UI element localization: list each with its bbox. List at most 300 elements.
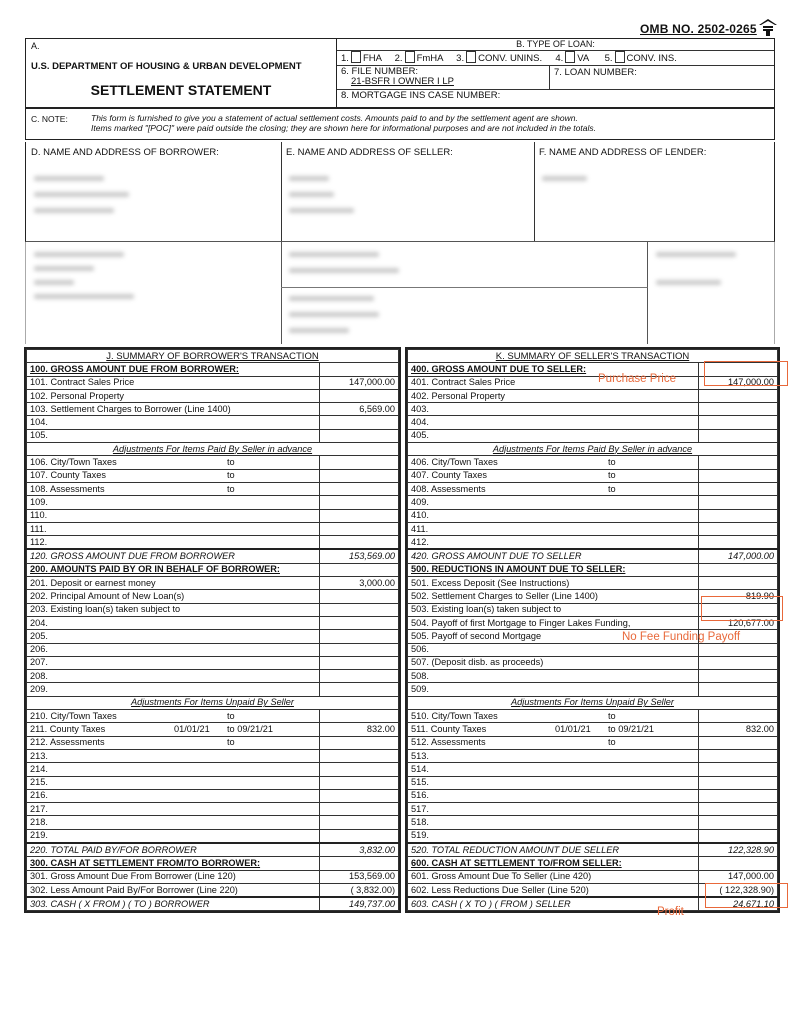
period-to: to [608,470,616,481]
redacted-text [289,176,329,181]
line-item-row [408,683,778,696]
property-location-redacted [26,242,282,344]
line-label: Deposit or earnest money [50,577,156,588]
line-amount: 147,000.00 [699,376,778,389]
line-description [27,843,320,857]
line-number: 405. [411,430,429,441]
line-description [408,482,699,495]
line-item-row [27,403,399,416]
line-label: Assessments [430,737,486,748]
period-from: 01/01/21 [555,723,591,734]
section-b [337,39,774,107]
line-amount [699,829,778,843]
line-number: 603. [411,898,429,909]
line-description [27,376,320,389]
line-amount [699,736,778,749]
note-section [25,108,775,140]
line-description [408,683,699,696]
conv-unins-checkbox[interactable] [466,51,476,63]
line-amount [320,643,399,656]
line-description [27,763,320,776]
line-number: 302. [30,884,48,895]
line-amount: 147,000.00 [699,870,778,883]
line-amount [320,616,399,629]
line-item-row [408,536,778,550]
line-number: 219. [30,830,48,841]
line-description [27,389,320,402]
line-item-row [27,603,399,616]
line-description [408,857,699,870]
line-item-row [27,656,399,669]
line-description [27,577,320,590]
line-number: 206. [30,644,48,655]
line-description [408,643,699,656]
line-amount [699,577,778,590]
line-number: 515. [411,777,429,788]
redacted-text [34,280,74,285]
line-description [408,443,778,456]
line-item-row [27,630,399,643]
line-number: 509. [411,684,429,695]
line-label: County Taxes [49,723,106,734]
option-number: 4. [555,53,564,64]
line-amount [320,536,399,550]
line-item-row [27,376,399,389]
line-amount [320,590,399,603]
line-item-row [408,389,778,402]
line-description [408,603,699,616]
line-amount [699,670,778,683]
line-label: GROSS AMOUNT DUE FROM BORROWER [50,551,235,562]
redacted-text [289,328,349,333]
line-description [27,670,320,683]
line-number: 109. [30,496,48,507]
note-line: This form is furnished to give you a statement of actual settlement costs. Amounts paid to and by the settlement agent are shown. [91,113,578,123]
seller-info [281,142,535,241]
period-to: to [227,470,235,481]
line-label: Adjustments For Items Paid By Seller in advance [112,443,313,454]
line-description [27,870,320,883]
line-amount [320,803,399,816]
line-amount [699,509,778,522]
line-item-row [27,883,399,897]
section-header-row [27,563,399,576]
line-description [27,643,320,656]
line-number: 420. [411,551,429,562]
adjustments-header-row [27,443,399,456]
line-description [27,630,320,643]
line-label: Contract Sales Price [431,377,516,388]
line-item-row [408,522,778,535]
loan-number-label: 7. LOAN NUMBER: [554,67,637,78]
line-amount [320,482,399,495]
line-description [408,870,699,883]
adjustments-header-row [408,696,778,709]
file-number-value: 21-BSFR I OWNER I LP [351,76,454,87]
line-number: 102. [30,390,48,401]
purchase-price-annotation: Purchase Price [598,373,676,385]
line-item-row [408,763,778,776]
line-description [408,509,699,522]
line-amount [320,763,399,776]
profit-annotation: Profit [657,906,684,918]
line-amount: 147,000.00 [699,549,778,563]
line-amount [699,643,778,656]
line-description [27,509,320,522]
redacted-text [34,176,104,181]
line-number: 103. [30,403,48,414]
line-label: Gross Amount Due To Seller (Line 420) [431,871,592,882]
line-description [27,723,320,736]
line-amount [699,710,778,723]
line-label: CASH ( X TO ) ( FROM ) SELLER [431,898,571,909]
line-description [408,696,778,709]
line-description [27,683,320,696]
line-amount [699,789,778,802]
line-number: 511. [411,723,429,734]
line-item-row [27,749,399,762]
line-description [27,403,320,416]
line-item-row [27,509,399,522]
total-row [408,549,778,563]
form-header [25,38,775,108]
line-label: CASH AT SETTLEMENT FROM/TO BORROWER: [50,857,261,868]
line-label: TOTAL PAID BY/FOR BORROWER [50,844,197,855]
line-amount [320,857,399,870]
line-description [27,656,320,669]
period-to: to [227,737,235,748]
line-item-row [27,616,399,629]
redacted-text [289,192,334,197]
total-row [27,843,399,857]
settlement-agent-redacted [281,242,648,288]
total-row [408,843,778,857]
settlement-date-redacted [648,242,774,344]
line-description [27,469,320,482]
line-number: 502. [411,590,429,601]
line-label: Existing loan(s) taken subject to [50,604,181,615]
line-number: 111. [30,523,47,534]
line-number: 215. [30,777,48,788]
line-amount [699,763,778,776]
fmha-checkbox[interactable] [405,51,415,63]
lender-info [534,142,774,241]
line-label: Assessments [430,483,486,494]
line-item-row [408,789,778,802]
line-number: 402. [411,390,429,401]
line-description [27,897,320,911]
line-description [408,469,699,482]
line-amount [699,656,778,669]
line-label: Personal Property [431,390,505,401]
line-number: 212. [30,737,48,748]
line-description [408,776,699,789]
omb-number: OMB NO. 2502-0265 [640,22,757,36]
line-label: County Taxes [430,723,487,734]
line-number: 105. [30,430,48,441]
line-item-row [408,482,778,495]
profit-highlight [705,883,788,908]
line-number: 108. [30,483,48,494]
line-label: GROSS AMOUNT DUE TO SELLER [431,551,582,562]
line-description [408,843,699,857]
line-item-row [27,456,399,469]
line-item-row [27,736,399,749]
line-item-row [27,590,399,603]
line-item-row [27,803,399,816]
line-amount: 832.00 [320,723,399,736]
line-description [27,736,320,749]
line-amount [699,857,778,870]
period-to: to [608,483,616,494]
line-description [408,429,699,442]
line-item-row [408,736,778,749]
line-number: 507. [411,657,429,668]
department-name: U.S. DEPARTMENT OF HOUSING & URBAN DEVELOPMENT [31,61,302,72]
line-description [408,883,699,897]
conv-ins-checkbox[interactable] [615,51,625,63]
summary-title-row [27,350,399,363]
line-amount [320,710,399,723]
payoff-highlight [701,596,783,621]
line-number: 513. [411,750,429,761]
line-description [27,749,320,762]
line-description [408,536,699,550]
line-label: Payoff of second Mortgage [431,630,542,641]
line-number: 209. [30,684,48,695]
line-number: 220. [30,844,48,855]
line-amount [699,536,778,550]
line-amount: 6,569.00 [320,403,399,416]
line-number: 401. [411,377,429,388]
seller-label: E. NAME AND ADDRESS OF SELLER: [286,147,453,158]
line-item-row [27,469,399,482]
form-title: SETTLEMENT STATEMENT [90,82,272,98]
line-number: 600. [411,857,429,868]
line-number: 213. [30,750,48,761]
line-amount [320,456,399,469]
line-description [27,776,320,789]
line-label: Adjustments For Items Unpaid By Seller [131,697,294,708]
line-number: 216. [30,790,48,801]
redacted-text [289,312,379,317]
line-description [27,710,320,723]
line-amount [699,816,778,829]
line-description [27,857,320,870]
line-item-row [27,522,399,535]
line-description [27,416,320,429]
line-description [408,897,699,911]
line-description [27,429,320,442]
line-number: 400. [411,363,429,374]
line-item-row [27,829,399,843]
line-amount [699,429,778,442]
line-number: 202. [30,590,48,601]
line-number: 512. [411,737,429,748]
line-amount [320,749,399,762]
line-item-row [27,429,399,442]
line-number: 100. [30,363,48,374]
line-amount [320,563,399,576]
line-description [27,616,320,629]
loan-type-options [337,51,774,66]
line-number: 107. [30,470,48,481]
line-amount [320,429,399,442]
section-header-row [408,857,778,870]
line-item-row [27,670,399,683]
line-number: 505. [411,630,429,641]
line-item-row [408,456,778,469]
summary-title: J. SUMMARY OF BORROWER'S TRANSACTION [27,350,399,363]
period-to: to [608,457,616,468]
line-label: AMOUNTS PAID BY OR IN BEHALF OF BORROWER: [50,564,280,575]
line-item-row [408,429,778,442]
redacted-text [34,192,129,197]
adjustments-header-row [408,443,778,456]
line-description [27,789,320,802]
type-of-loan-label: B. TYPE OF LOAN: [337,39,774,51]
line-number: 500. [411,564,429,575]
line-description [408,616,699,629]
line-description [408,522,699,535]
file-number-label: 6. FILE NUMBER: [341,66,419,77]
line-label: Payoff of first Mortgage to Finger Lakes Funding, [431,617,631,628]
line-number: 208. [30,670,48,681]
va-checkbox[interactable] [565,51,575,63]
line-amount: 3,832.00 [320,843,399,857]
line-description [408,416,699,429]
line-label: Less Amount Paid By/For Borrower (Line 220) [50,884,238,895]
line-amount [699,403,778,416]
line-number: 200. [30,564,48,575]
total-row [27,549,399,563]
line-number: 514. [411,763,429,774]
fha-checkbox[interactable] [351,51,361,63]
line-label: City/Town Taxes [50,457,117,468]
line-amount [320,656,399,669]
fha-label: FHA [362,53,382,64]
line-label: Adjustments For Items Paid By Seller in advance [492,443,693,454]
redacted-text [289,296,374,301]
line-item-row [408,403,778,416]
redacted-text [542,176,587,181]
line-description [27,590,320,603]
line-amount: 122,328.90 [699,843,778,857]
redacted-text [289,208,354,213]
line-label: Existing loan(s) taken subject to [431,604,562,615]
line-number: 110. [30,510,48,521]
line-description [408,670,699,683]
line-amount [320,776,399,789]
line-amount: 120,677.00 [699,616,778,629]
redacted-text [656,252,736,257]
line-number: 300. [30,857,48,868]
line-item-row [408,710,778,723]
line-description [408,789,699,802]
line-description [408,723,699,736]
line-number: 412. [411,536,429,547]
line-item-row [408,829,778,843]
line-number: 214. [30,763,48,774]
line-item-row [27,496,399,509]
period-to: to 09/21/21 [608,723,654,734]
line-item-row [408,816,778,829]
line-item-row [408,496,778,509]
line-amount [699,482,778,495]
note-label: C. NOTE: [31,114,68,124]
line-description [27,363,320,376]
line-number: 410. [411,510,429,521]
line-amount [320,829,399,843]
line-number: 520. [411,844,429,855]
line-number: 204. [30,617,48,628]
line-item-row [27,763,399,776]
line-item-row [408,643,778,656]
line-amount [699,416,778,429]
line-description [27,456,320,469]
line-number: 301. [30,871,48,882]
line-amount [699,803,778,816]
line-description [408,577,699,590]
line-number: 203. [30,604,48,615]
section-header-row [408,563,778,576]
line-item-row [27,776,399,789]
period-to: to [608,710,616,721]
redacted-text [34,252,124,257]
section-header-row [27,363,399,376]
line-number: 508. [411,670,429,681]
line-label: Gross Amount Due From Borrower (Line 120) [50,871,236,882]
option-number: 3. [456,53,465,64]
line-description [27,803,320,816]
redacted-text [34,294,134,299]
line-description [27,603,320,616]
payoff-annotation: No Fee Funding Payoff [622,631,741,643]
line-description [27,443,399,456]
line-description [27,496,320,509]
line-label: CASH ( X FROM ) ( TO ) BORROWER [50,898,210,909]
line-amount [699,469,778,482]
line-number: 503. [411,604,429,615]
line-amount [320,469,399,482]
mortgage-case-label: 8. MORTGAGE INS CASE NUMBER: [341,90,501,101]
section-header-row [27,857,399,870]
line-number: 602. [411,884,429,895]
va-label: VA [577,53,589,64]
line-number: 601. [411,871,429,882]
line-label: Settlement Charges to Seller (Line 1400) [431,590,598,601]
line-amount [320,522,399,535]
line-number: 411. [411,523,429,534]
line-number: 504. [411,617,429,628]
borrower-info [26,142,282,241]
summary-title: K. SUMMARY OF SELLER'S TRANSACTION [408,350,778,363]
line-item-row [27,389,399,402]
line-number: 407. [411,470,429,481]
line-amount: ( 3,832.00) [320,883,399,897]
period-to: to 09/21/21 [227,723,273,734]
loan-number-field [549,66,641,89]
line-description [408,736,699,749]
line-item-row [27,482,399,495]
line-amount [699,776,778,789]
section-a-label: A. [31,41,40,51]
option-number: 2. [394,53,403,64]
line-description [408,389,699,402]
line-description [27,522,320,535]
line-item-row [408,723,778,736]
line-number: 303. [30,898,48,909]
